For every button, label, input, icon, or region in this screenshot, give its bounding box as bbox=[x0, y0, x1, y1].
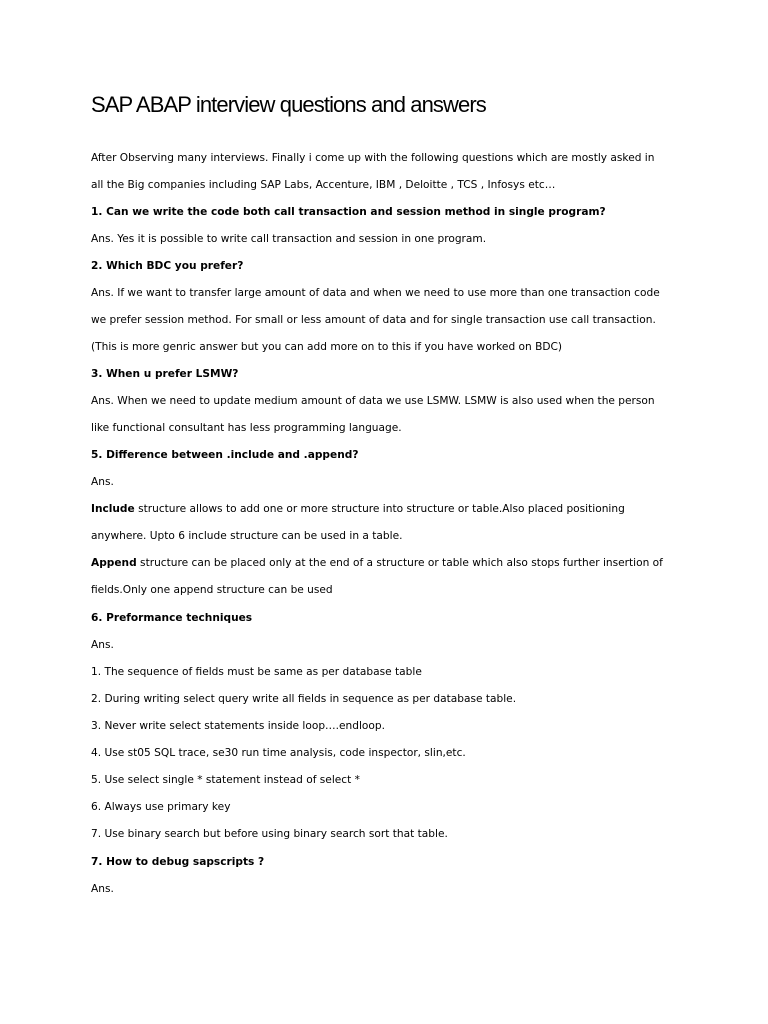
question-3: 3. When u prefer LSMW? bbox=[91, 368, 239, 380]
include-definition-cont: anywhere. Upto 6 include structure can be used in a table. bbox=[91, 530, 403, 542]
question-5: 5. Difference between .include and .append? bbox=[91, 449, 359, 461]
question-1: 1. Can we write the code both call transaction and session method in single program? bbox=[91, 206, 606, 218]
intro-line: After Observing many interviews. Finally i come up with the following questions which are mostly asked in bbox=[91, 152, 655, 164]
answer-6-label: Ans. bbox=[91, 639, 114, 651]
question-6: 6. Preformance techniques bbox=[91, 612, 253, 624]
include-definition bbox=[91, 502, 625, 516]
answer-2-line: (This is more genric answer but you can add more on to this if you have worked on BDC) bbox=[91, 341, 563, 353]
technique-item: 3. Never write select statements inside loop….endloop. bbox=[91, 720, 385, 732]
answer-7-label: Ans. bbox=[91, 883, 114, 895]
answer-2-line: we prefer session method. For small or less amount of data and for single transaction use call transaction. bbox=[91, 314, 656, 326]
answer-1: Ans. Yes it is possible to write call transaction and session in one program. bbox=[91, 233, 487, 245]
include-term: Include bbox=[91, 503, 135, 515]
append-text: structure can be placed only at the end of a structure or table which also stops further insertion of bbox=[136, 557, 663, 569]
answer-3-line: Ans. When we need to update medium amount of data we use LSMW. LSMW is also used when the person bbox=[91, 395, 655, 407]
question-2: 2. Which BDC you prefer? bbox=[91, 260, 244, 272]
append-definition-cont: fields.Only one append structure can be used bbox=[91, 584, 333, 596]
technique-item: 6. Always use primary key bbox=[91, 801, 231, 813]
append-term: Append bbox=[91, 557, 137, 569]
answer-5-label: Ans. bbox=[91, 476, 114, 488]
page-title: SAP ABAP interview questions and answers bbox=[91, 92, 486, 117]
technique-item: 7. Use binary search but before using binary search sort that table. bbox=[91, 828, 448, 840]
technique-item: 5. Use select single * statement instead of select * bbox=[91, 774, 360, 786]
technique-item: 1. The sequence of fields must be same as per database table bbox=[91, 666, 422, 678]
technique-item: 4. Use st05 SQL trace, se30 run time analysis, code inspector, slin,etc. bbox=[91, 747, 466, 759]
include-text: structure allows to add one or more structure into structure or table.Also placed positioning bbox=[134, 503, 625, 515]
technique-item: 2. During writing select query write all fields in sequence as per database table. bbox=[91, 693, 517, 705]
answer-2-line: Ans. If we want to transfer large amount of data and when we need to use more than one transaction code bbox=[91, 287, 660, 299]
question-7: 7. How to debug sapscripts ? bbox=[91, 856, 265, 868]
intro-line: all the Big companies including SAP Labs, Accenture, IBM , Deloitte , TCS , Infosys etc… bbox=[91, 179, 556, 191]
answer-3-line: like functional consultant has less programming language. bbox=[91, 422, 402, 434]
append-definition bbox=[91, 556, 663, 570]
